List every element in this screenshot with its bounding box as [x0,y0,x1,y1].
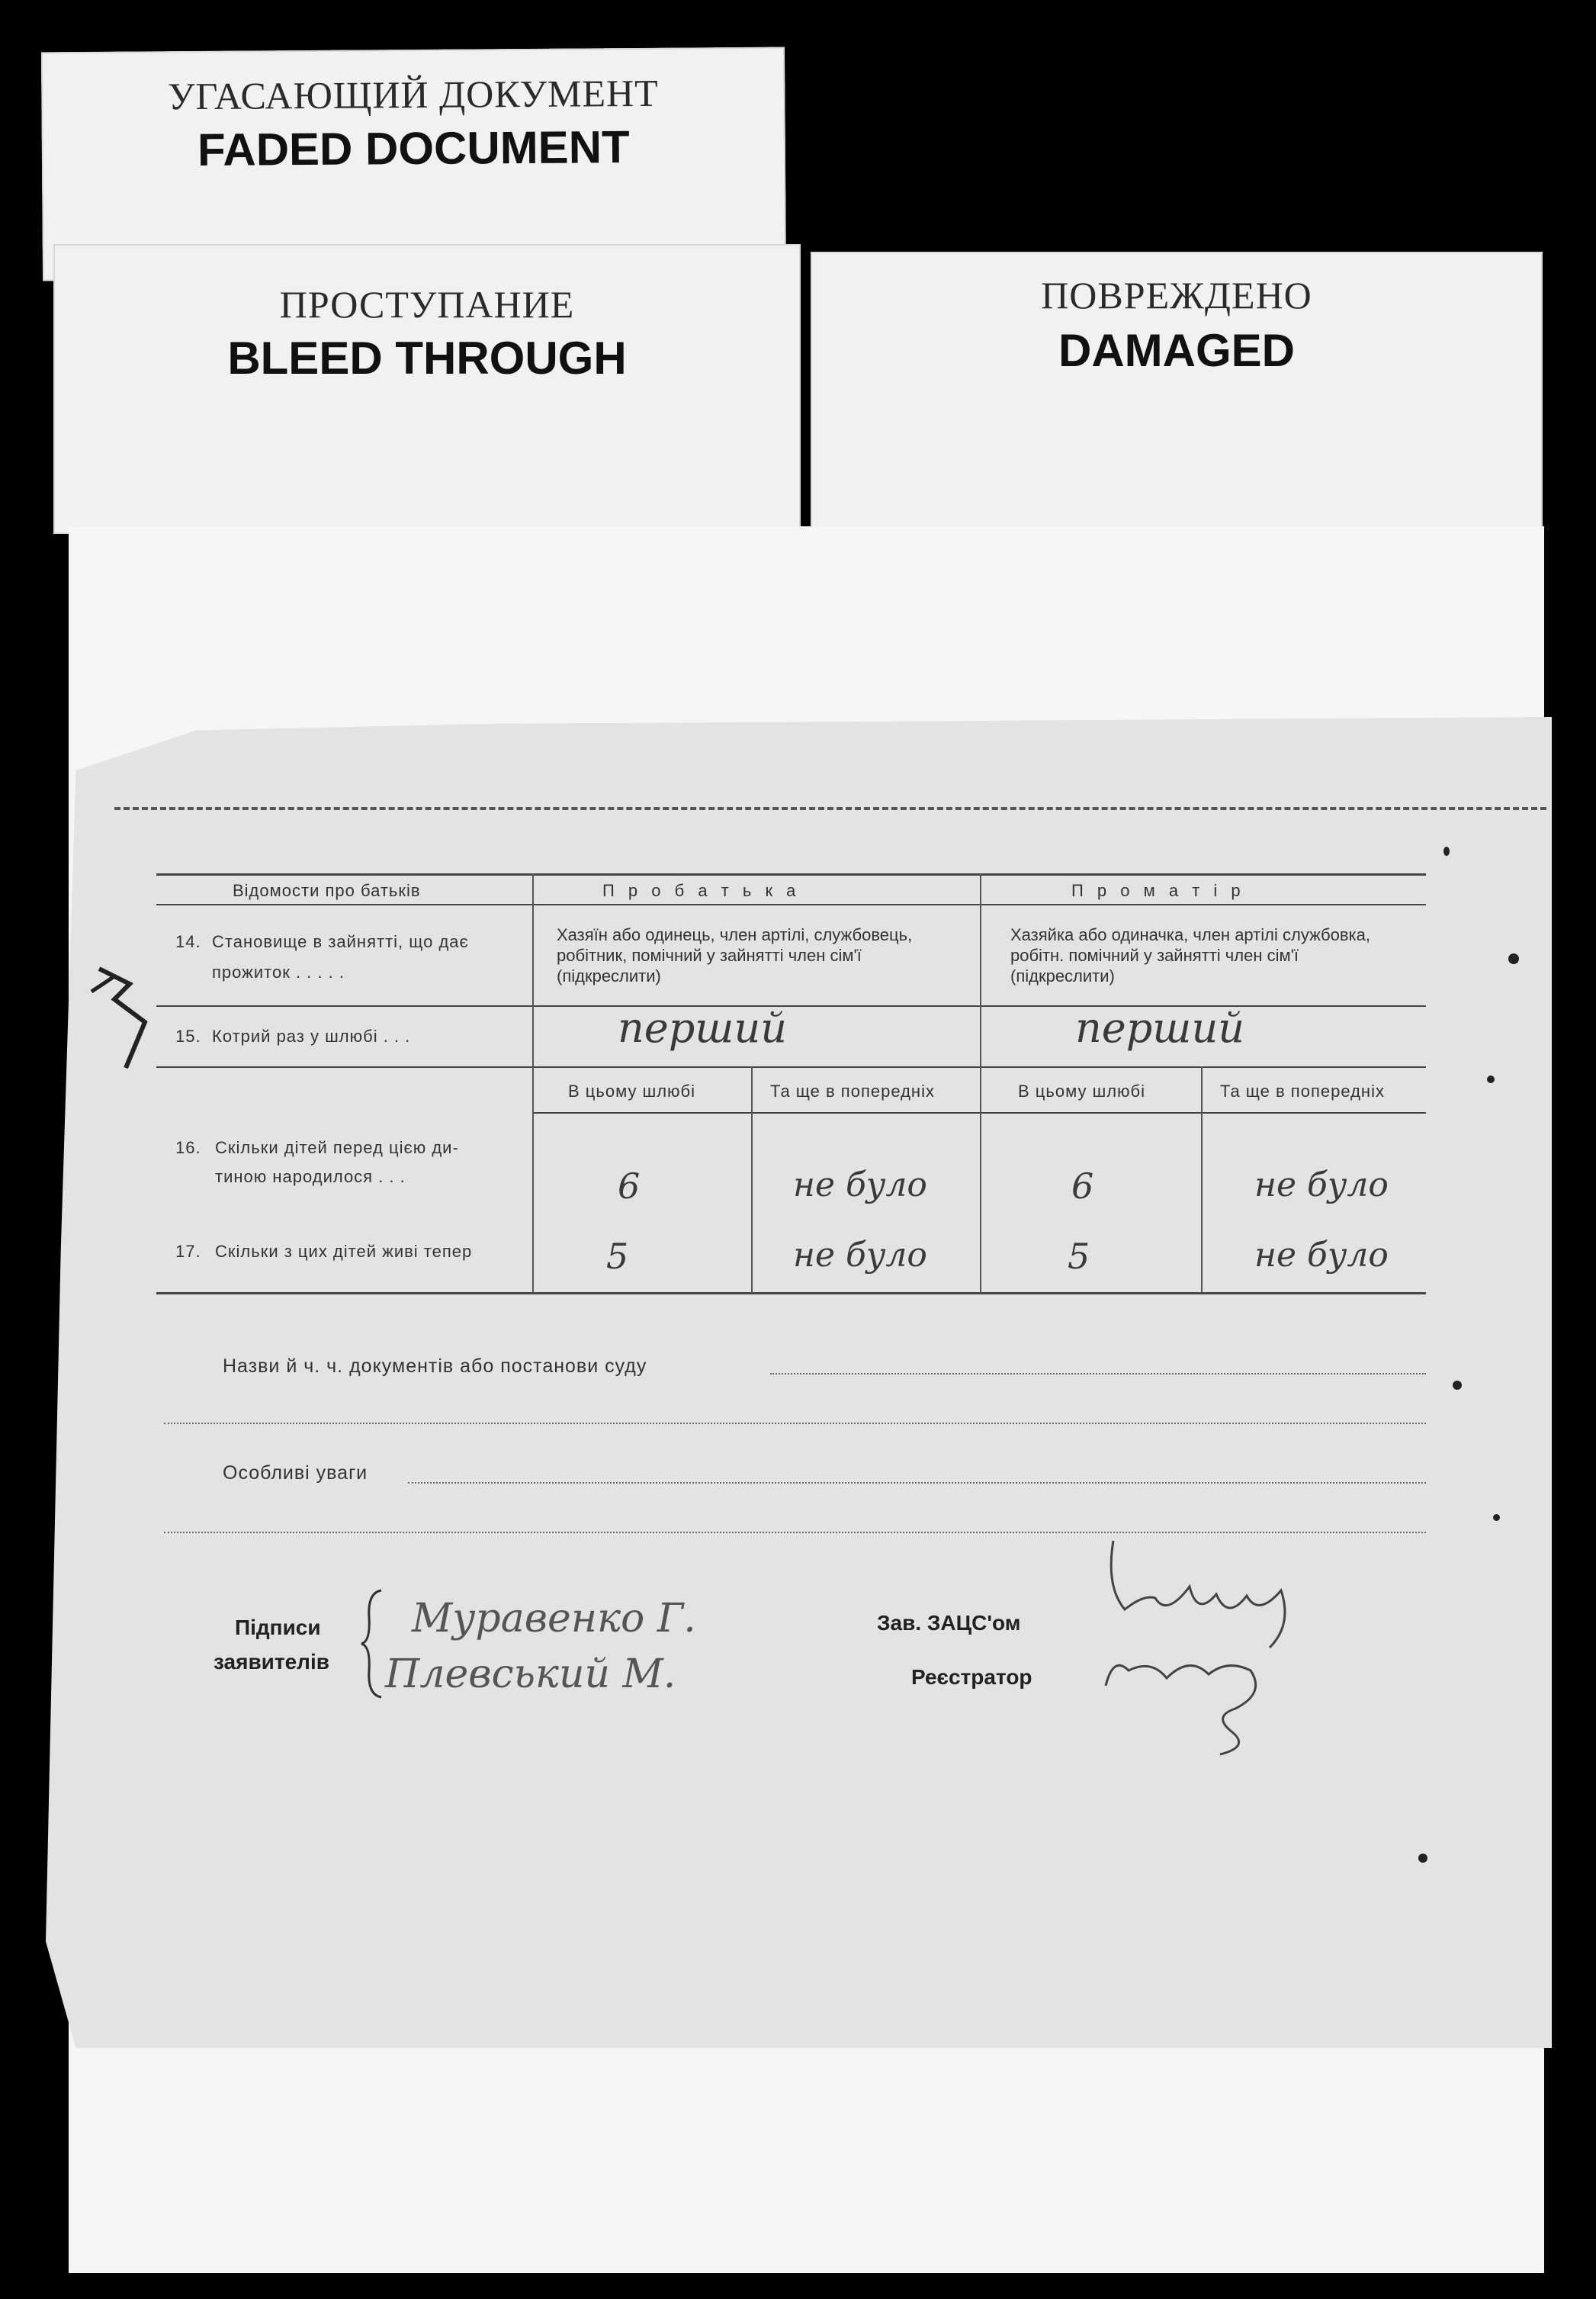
documents-label: Назви й ч. ч. документів або постанови суду [223,1355,647,1377]
damaged-slip-en: DAMAGED [1058,325,1295,376]
col-divider-1 [532,873,534,1293]
row15-number: 15. [175,1027,201,1046]
margin-ink-mark [84,953,168,1091]
header-parents-info: Відомости про батьків [233,881,421,900]
row14-number: 14. [175,932,201,951]
damage-hole [1487,1076,1495,1083]
bleed-through-slip [53,244,801,534]
damage-hole [1493,1514,1500,1521]
subhead-mother-this: В цьому шлюбі [1018,1082,1146,1101]
row16-label-line1: Скільки дітей перед цією ди- [215,1138,459,1157]
row16-label-line2: тиною народилося . . . [215,1167,406,1186]
faded-slip-ru: УГАСАЮЩИЙ ДОКУМЕНТ [167,71,659,118]
header-rule [156,904,1426,905]
header-about-father: П р о б а т ь к а [602,881,801,900]
row17-number: 17. [175,1242,201,1261]
damage-hole [1453,1381,1462,1390]
faded-slip-en: FADED DOCUMENT [197,121,630,175]
damage-hole [1418,1854,1427,1863]
row16-mother-previous: не було [1254,1166,1389,1204]
subhead-father-this: В цьому шлюбі [568,1082,696,1101]
row15-father-handwritten: перший [618,1004,788,1052]
damage-hole [1443,847,1450,856]
row17-mother-previous: не було [1254,1236,1389,1275]
registry-head-label: Зав. ЗАЦС'ом [877,1611,1021,1635]
notes-label: Особливі уваги [223,1462,368,1484]
documents-line-1 [770,1373,1426,1375]
applicant-signature-2: Плевський М. [385,1651,676,1697]
row16-mother-this: 6 [1071,1166,1094,1207]
bleed-slip-en: BLEED THROUGH [227,333,627,384]
row15-mother-handwritten: перший [1075,1004,1245,1052]
signatures-label-line2: заявителів [214,1650,329,1674]
row14-mother-options: Хазяйка або одиначка, член артілі службовка, робітн. помічний у зайнятті член сім'ї (підкреслити) [1010,925,1371,986]
document-page [46,717,1552,2048]
table-bottom-rule [156,1292,1426,1294]
official-signatures [1083,1526,1327,1762]
perforation-line [114,807,1546,810]
table-top-rule [156,873,1426,876]
row17-father-this: 5 [606,1236,629,1277]
notes-line-1 [408,1482,1426,1484]
col-divider-mother [1201,1066,1203,1293]
subhead-father-previous: Та ще в попередніх [770,1082,935,1101]
row16-father-previous: не було [793,1166,927,1204]
subhead-mother-previous: Та ще в попередніх [1220,1082,1385,1101]
row16-father-this: 6 [618,1166,641,1207]
damaged-slip-ru: ПОВРЕЖДЕНО [1041,274,1312,317]
header-about-mother: П р о м а т і р [1071,881,1245,900]
row16-number: 16. [175,1138,201,1157]
col-divider-2 [980,873,981,1293]
bleed-slip-ru: ПРОСТУПАНИЕ [279,283,575,326]
row14-father-options: Хазяїн або одинець, член артілі, службовець, робітник, помічний у зайнятті член сім'ї (підкреслити) [557,925,913,986]
row17-label: Скільки з цих дітей живі тепер [215,1242,473,1261]
damaged-slip [811,252,1543,538]
col-divider-father [751,1066,753,1293]
damage-hole [1508,953,1519,964]
signatures-label-line1: Підписи [235,1616,321,1639]
row15-label: Котрий раз у шлюбі . . . [212,1027,411,1046]
row15-rule [156,1066,1426,1068]
row17-father-previous: не було [793,1236,927,1275]
signatures-brace [358,1587,389,1701]
row14-label-line2: прожиток . . . . . [212,963,345,982]
row14-label-line1: Становище в зайнятті, що дає [212,932,469,951]
row17-mother-this: 5 [1068,1236,1090,1277]
applicant-signature-1: Муравенко Г. [412,1596,696,1641]
documents-line-2 [164,1423,1426,1424]
registrar-label: Реєстратор [911,1665,1032,1689]
